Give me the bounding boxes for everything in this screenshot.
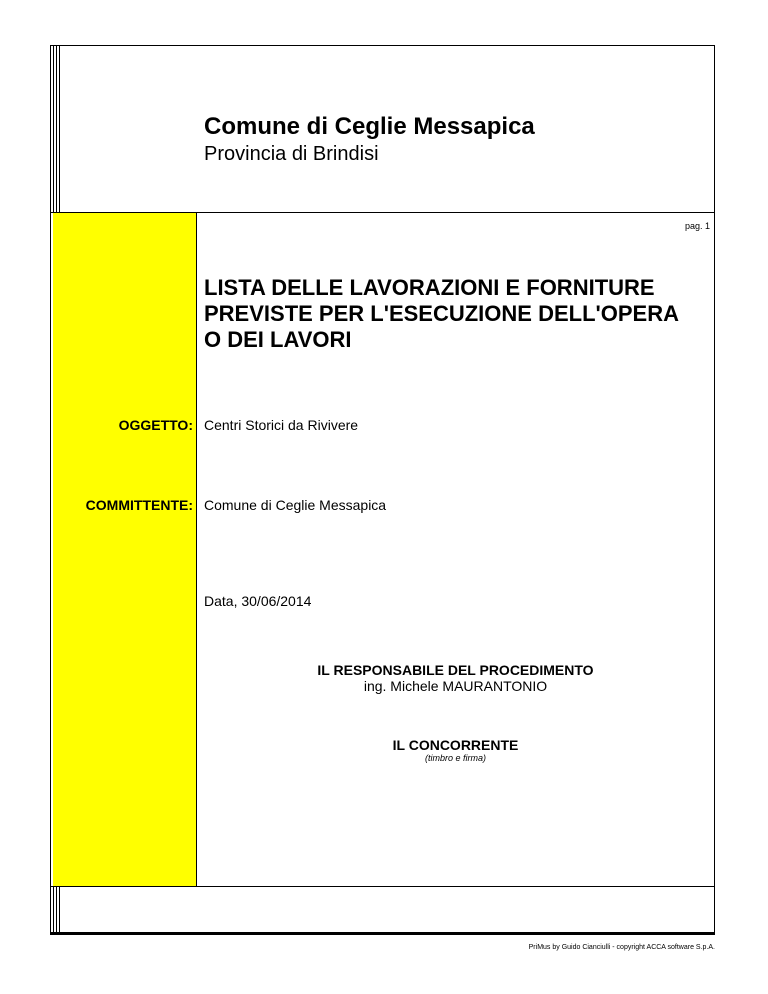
comune-title: Comune di Ceglie Messapica xyxy=(204,113,535,140)
provincia-subtitle: Provincia di Brindisi xyxy=(204,143,379,165)
footer-divider xyxy=(50,886,715,887)
oggetto-value: Centri Storici da Rivivere xyxy=(204,417,359,433)
bottom-rule xyxy=(50,932,715,934)
band-right-rule xyxy=(196,212,197,886)
document-title: LISTA DELLE LAVORAZIONI E FORNITURE PREVISTE PER L'ESECUZIONE DELL'OPERA O DEI LAVORI xyxy=(204,275,679,352)
concorrente-note: (timbro e firma) xyxy=(424,753,486,763)
responsabile-title: IL RESPONSABILE DEL PROCEDIMENTO xyxy=(317,662,594,678)
committente-value: Comune di Ceglie Messapica xyxy=(204,497,387,513)
yellow-band xyxy=(53,212,196,886)
date-value: Data, 30/06/2014 xyxy=(204,593,312,609)
concorrente-title: IL CONCORRENTE xyxy=(392,737,519,753)
software-credit: PriMus by Guido Cianciulli - copyright ACCA software S.p.A. xyxy=(528,944,715,951)
oggetto-label: OGGETTO: xyxy=(118,417,193,433)
page-number: pag. 1 xyxy=(684,221,710,231)
responsabile-block xyxy=(196,662,715,694)
responsabile-name: ing. Michele MAURANTONIO xyxy=(363,678,548,694)
committente-label: COMMITTENTE: xyxy=(85,497,193,513)
concorrente-block xyxy=(196,737,715,763)
header-divider xyxy=(50,212,715,213)
